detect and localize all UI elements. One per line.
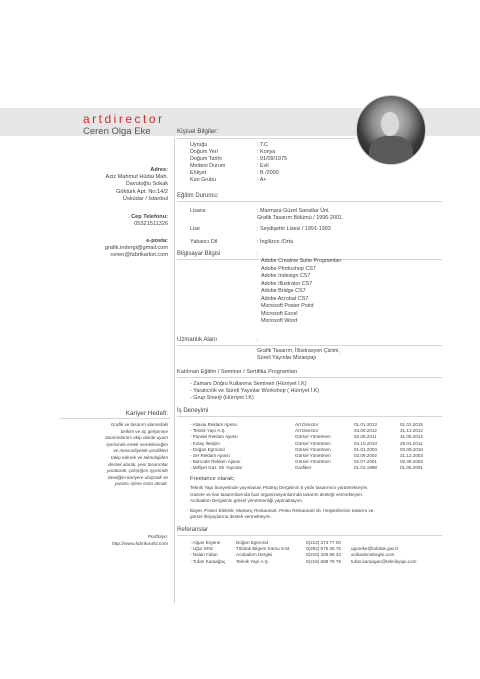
reference-names (190, 540, 225, 565)
skill-item: Adobe Indesign CS7 (261, 273, 311, 279)
expertise-line: Grafik Tasarım, İllüstrasyon Çizimi, (257, 348, 340, 354)
exp-end: 31.12.2003 (400, 453, 423, 459)
ref-phone: 0(216) 326 59 34 (306, 552, 341, 558)
email-link[interactable]: ceren@fabrikartist.com (110, 252, 168, 259)
exp-company: - Altavia Reklam Ajansı (190, 422, 237, 427)
address-line: Aziz Mahmut Hüdai Mah. (105, 174, 168, 181)
training-item: - Yaratıcılık ve Süreli Yayınlar Workshop ( Hürriyet İ.K) (190, 388, 320, 394)
value-license: : B /2000 (257, 170, 279, 176)
person-name: Ceren Olga Eke (83, 126, 151, 137)
lise-label: Lise (190, 226, 200, 232)
exp-role: Görsel Yönetmen (295, 440, 331, 446)
exp-company: - Kolay İletişim (190, 440, 220, 446)
photo-face (381, 112, 399, 136)
portfolio-block (112, 534, 168, 548)
address-label: Adres: (150, 167, 168, 173)
career-goal-text (105, 422, 168, 488)
label-nationality: Uyruğu (190, 142, 208, 148)
freelance-text (190, 485, 373, 521)
lisans-line: : Marmara Güzel Sanatlar Üni. (257, 208, 330, 214)
lisans-value (257, 208, 342, 222)
personal-info-title: Kişisel Bilgiler: (177, 128, 219, 135)
profile-photo (356, 95, 426, 165)
exp-start: 01.01.2004 (354, 446, 377, 452)
exp-role: Art Director (295, 428, 319, 434)
exp-start: 02.09.2002 (354, 453, 377, 459)
lisans-label: Lisans (190, 208, 206, 214)
ref-phone: 0(262) 675 26 76 (306, 546, 341, 552)
skill-item: Adobe Illustrator CS7 (261, 280, 313, 287)
references-title: Referanslar (177, 527, 209, 533)
exp-company: - SH Reklam Ajansı (190, 453, 230, 459)
trainings-title: Katılınan Eğitim / Seminer / Sertifika Programları (177, 369, 298, 375)
education-title: Eğitim Durumu: (177, 193, 219, 199)
freelance-line: Gazete ve ilan tasarımlarında fuar organizasyonlarında tasarım desteği vermekteyim. (190, 491, 364, 497)
exp-company: - Milliyet Gaz. Ek Yayınlar (190, 465, 243, 471)
email-block (105, 238, 168, 260)
photo-body (369, 136, 413, 165)
portfolio-label: Portfolyo: (147, 535, 168, 540)
exp-role: Grafiker (295, 465, 312, 471)
reference-emails (351, 540, 416, 565)
lise-value: : Seydişehir Lisesi / 1991-1993 (257, 226, 331, 232)
references-rule (177, 535, 442, 536)
skill-item: Adobe Acrobat CS7 (261, 295, 309, 302)
personal-values (257, 142, 287, 184)
exp-role: Görsel Yönetmen (295, 434, 331, 440)
goal-line: yaratarak, çalıştığım işyerinde (106, 468, 168, 474)
language-value: : İngilizce /Orta (257, 239, 293, 245)
exp-end: 01.01.2015 (400, 422, 423, 427)
ref-email[interactable]: tufan.karaagac@teknikyapi.com (351, 558, 417, 564)
computer-skills-title: Bilgisayar Bilgisi (177, 251, 221, 257)
exp-company: - Barcode Reklam Ajansı (190, 459, 241, 465)
label-birthdate: Doğum Tarihi (190, 156, 222, 162)
ref-org: Doğan Egmond (236, 540, 268, 545)
expertise-rule (177, 345, 442, 346)
experience-companies (190, 422, 242, 472)
expertise-text (257, 348, 340, 362)
label-birthplace: Doğum Yeri (190, 149, 218, 155)
exp-role: Görsel Yönetmen (295, 446, 331, 452)
reference-orgs (236, 540, 290, 565)
ref-phone: 0(216) 688 78 78 (306, 558, 341, 564)
exp-start: 01.01.2013 (354, 422, 377, 427)
value-birthdate: : 01/09/1975 (257, 156, 287, 162)
exp-end: 03.09.2010 (400, 446, 423, 452)
freelance-line: görsel ihtiyaçlarına destek vermekteyim. (190, 514, 272, 520)
skill-item: Adobe Photoshop CS7 (261, 265, 316, 272)
email-link[interactable]: grafik.indergi@gmail.com (104, 245, 168, 252)
ref-name: - Algan Ergene (190, 540, 221, 545)
phone-label: Cep Telefonu: (131, 214, 168, 220)
exp-start: 04.06.2012 (354, 428, 377, 434)
address-line: Göktürk Apt. No:14/2 (116, 188, 168, 195)
career-goal-rule (60, 418, 170, 419)
job-title: artdirector (83, 112, 165, 126)
computer-skills-list (261, 258, 342, 326)
exp-end: 29.04.2011 (400, 440, 423, 446)
freelance-line: Bayer, Power Elektrik, Matranç Restaurant, Pesto Restaurant vb. müşterilerinin tasarım ve (190, 507, 374, 513)
goal-line: takip ederek ve teknolojiden (111, 454, 168, 460)
phone-block (131, 214, 168, 228)
exp-end: 01.06.2001 (400, 465, 423, 471)
skill-item: Microsoft Word (261, 318, 298, 324)
training-item: - Zamanı Doğru Kullanma Semineri (Hürriyet İ.K) (190, 381, 307, 387)
exp-role: Art Director (295, 422, 319, 427)
computer-colon: : (257, 251, 259, 257)
goal-line: tasarımlarımı ekip olarak uyum (105, 435, 168, 441)
label-marital: Medeni Durum (190, 163, 226, 169)
value-blood: : A+ (257, 177, 267, 183)
exp-end: 02.08.2002 (400, 459, 423, 465)
goal-line: destek alarak, yeni tasarımlar (108, 461, 168, 467)
language-label: Yabancı Dil (190, 239, 218, 245)
ref-email[interactable]: acibademdergisi.com (351, 552, 395, 558)
exp-role: Görsel Yönetmen (295, 453, 331, 459)
exp-company: - Doğan Egmond (190, 446, 225, 452)
address-block (106, 167, 169, 203)
ref-name: - Uğur EKE (190, 546, 214, 552)
goal-line: yaratıcı işlere imza atmak. (114, 481, 168, 487)
expertise-line: Süreli Yayınlar Mizanpajı (257, 355, 317, 361)
training-item: - Grup Sinerji (Hürriyet İ.K) (190, 395, 254, 401)
value-birthplace: : Konya (257, 149, 276, 155)
goal-line: Grafik ve tasarım alanındaki (110, 422, 168, 427)
reference-phones (306, 540, 341, 565)
address-line: Davutoğlu Sokak (125, 181, 168, 188)
column-divider (174, 138, 175, 603)
ref-name: - Tufan Karaağaç (190, 558, 226, 564)
ref-name: - Nalan Fidan (190, 552, 218, 558)
expertise-title: Uzmanlık Alanı (177, 337, 218, 343)
trainings-list (190, 381, 319, 402)
exp-end: 31.12.2012 (400, 428, 423, 434)
ref-org: Acıbadem Dergisi (236, 552, 273, 558)
experience-rule (177, 416, 442, 417)
label-blood: Kan Grubu (190, 177, 217, 183)
exp-start: 02.05.2011 (354, 434, 377, 440)
education-rule (177, 201, 442, 202)
label-license: Ehliyet (190, 170, 207, 176)
experience-title: İş Deneyimi (177, 408, 209, 414)
exp-start: 02.07.2001 (354, 459, 377, 465)
goal-line: birikim ve üç gelişimine (120, 428, 168, 434)
exp-end: 31.05.2012 (400, 434, 423, 440)
phone-value: 05321511326 (134, 221, 168, 228)
exp-start: 01.03.1998 (354, 465, 377, 471)
expertise-colon: : (257, 337, 259, 343)
personal-labels (190, 142, 225, 184)
career-goal-title: Kariyer Hedefi: (125, 410, 168, 417)
freelance-title: Freelance olarak; (190, 476, 235, 482)
goal-line: içerisinde emek verebileceğim (106, 441, 168, 447)
skill-item: Adobe Bridge CS7 (261, 288, 306, 294)
experience-roles (295, 422, 331, 472)
exp-start: 04.10.2010 (354, 440, 377, 446)
exp-company: - Paralel Reklam Ajansı (190, 434, 238, 440)
ref-phone: 0(212) 373 77 00 (306, 540, 341, 545)
personal-info-rule (177, 138, 355, 139)
ref-org: Tübitak Bilgem Kamu S.M. (236, 546, 291, 552)
skill-item: Microsoft Power Point (261, 303, 314, 309)
goal-line: ve mevcudiyetde yenilikleri (113, 448, 168, 454)
email-label: e-posta: (146, 238, 168, 244)
freelance-line: Acıbadem Dergisinin görsel yönetmenliği yapmaktayım. (190, 498, 304, 504)
lisans-line: Grafik Tasarım Bölümü / 1996-2001 (257, 215, 342, 221)
exp-company: - Teknik Yapı A.Ş. (190, 428, 226, 434)
address-line: Üsküdar / İstanbul (122, 195, 168, 202)
ref-email[interactable]: ugureke@tubitak.gov.tr (351, 546, 399, 552)
skill-item: Adobe Creative Suite Programları (261, 258, 342, 264)
skill-item: Microsoft Excel (261, 310, 298, 317)
exp-role: Görsel Yönetmen (295, 459, 331, 465)
experience-starts (354, 422, 377, 472)
freelance-line: Teknik Yapı bünyesinde yayınlanan Pöderg Dergisinin 5 yıldır tasarımını yürütmekteyim. (190, 485, 369, 490)
goal-line: istediğim kariyere ulaşmak ve (107, 474, 168, 480)
value-nationality: : T.C (257, 142, 268, 148)
value-marital: : Evli (257, 163, 269, 169)
ref-org: Teknik Yapı A.Ş. (236, 558, 270, 564)
portfolio-link[interactable]: http://www.fabrikartist.com (112, 542, 168, 547)
trainings-rule (177, 377, 442, 378)
experience-ends (400, 422, 423, 472)
